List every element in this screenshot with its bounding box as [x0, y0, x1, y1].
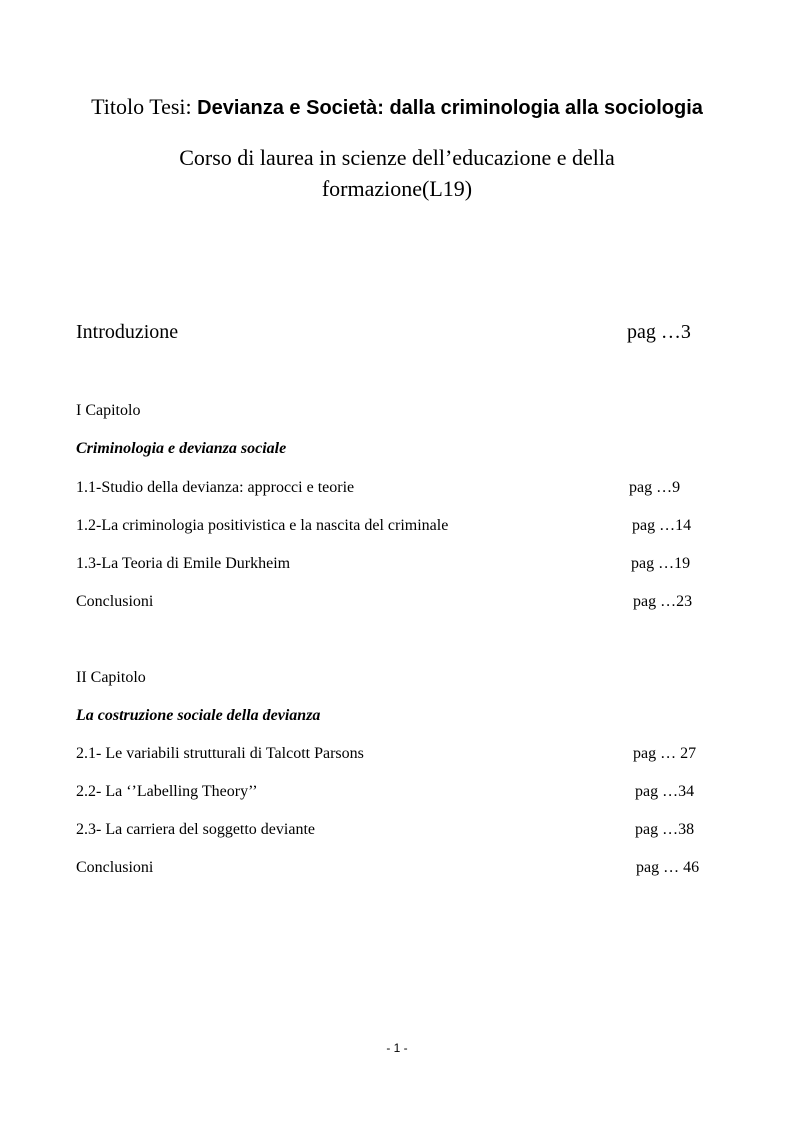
toc-item-1-conclusioni-page: pag …23 [633, 593, 693, 610]
title-prefix: Titolo Tesi: [91, 94, 192, 119]
chapter-2-title: La costruzione sociale della devianza [76, 707, 321, 724]
toc-item-1-3-label: 1.3-La Teoria di Emile Durkheim [76, 555, 291, 572]
toc-item-1-1-label: 1.1-Studio della devianza: approcci e teorie [76, 479, 355, 496]
toc-intro-label: Introduzione [76, 321, 179, 343]
toc-item-1-2-page: pag …14 [632, 517, 692, 534]
toc-item-2-1-label: 2.1- Le variabili strutturali di Talcott Parsons [76, 745, 364, 762]
toc-item-2-conclusioni-page: pag … 46 [636, 859, 700, 876]
toc-item-2-conclusioni-label: Conclusioni [76, 859, 154, 876]
toc-intro-page: pag …3 [627, 321, 691, 343]
page-number: - 1 - [386, 1041, 408, 1055]
title-main: Devianza e Società: dalla criminologia alla sociologia [197, 97, 703, 119]
toc-item-1-1-page: pag …9 [629, 479, 681, 496]
document-title [0, 94, 794, 120]
chapter-1-title: Criminologia e devianza sociale [76, 440, 287, 457]
course-line-1: Corso di laurea in scienze dell’educazione e della [179, 145, 615, 170]
toc-item-2-3-page: pag …38 [635, 821, 695, 838]
toc-item-2-1-page: pag … 27 [633, 745, 697, 762]
course-line-2: formazione(L19) [321, 176, 473, 201]
chapter-1-heading: I Capitolo [76, 402, 141, 419]
toc-item-2-2-label: 2.2- La ‘’Labelling Theory’’ [76, 783, 258, 800]
toc-item-1-conclusioni-label: Conclusioni [76, 593, 154, 610]
toc-item-1-3-page: pag …19 [631, 555, 691, 572]
chapter-2-heading: II Capitolo [76, 669, 146, 686]
toc-item-1-2-label: 1.2-La criminologia positivistica e la nascita del criminale [76, 517, 449, 534]
course-name [0, 142, 794, 204]
toc-item-2-2-page: pag …34 [635, 783, 695, 800]
toc-item-2-3-label: 2.3- La carriera del soggetto deviante [76, 821, 315, 838]
